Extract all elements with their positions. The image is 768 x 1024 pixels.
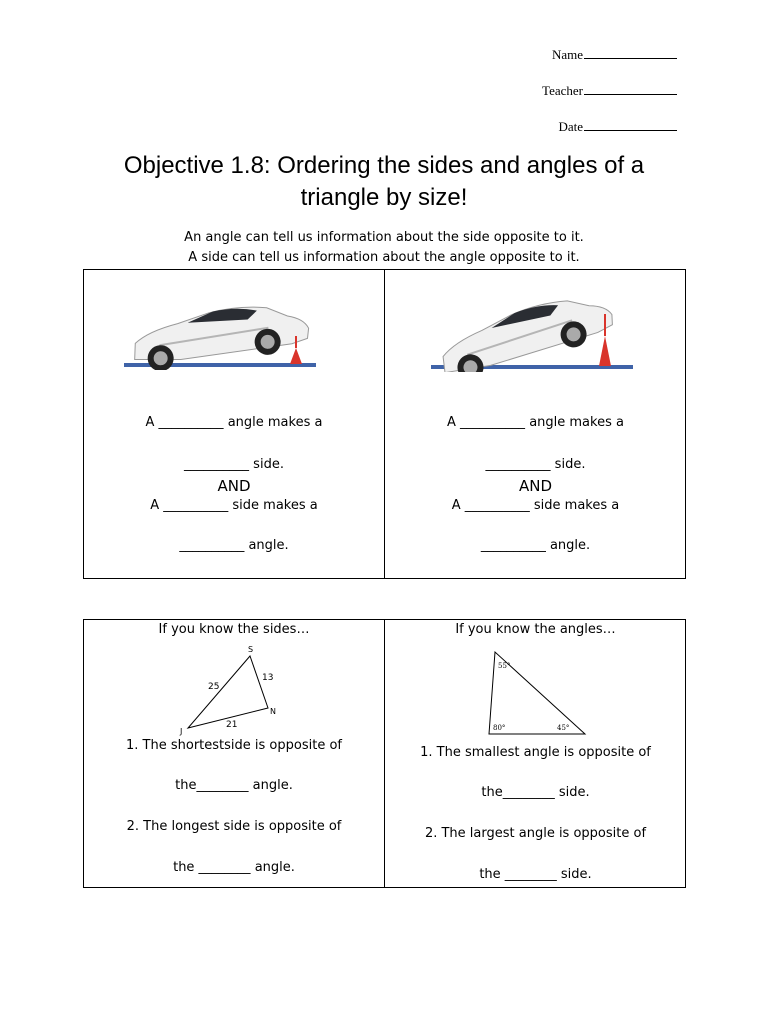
sides-cell (84, 620, 384, 887)
teacher-blank[interactable] (584, 82, 677, 95)
sides-question-2a: 2. The longest side is opposite of (126, 819, 342, 834)
left-statement-4: __________ angle. (179, 538, 289, 553)
angles-question-2b: the ________ side. (479, 867, 592, 882)
left-statement-1: A __________ angle makes a (145, 415, 323, 430)
angles-question-2a: 2. The largest angle is opposite of (424, 826, 647, 841)
right-and: AND (518, 477, 553, 495)
angles-question-1b: the________ side. (481, 785, 590, 800)
left-car-cell (84, 270, 384, 578)
left-and: AND (217, 477, 251, 495)
title-line-2: triangle by size! (300, 184, 468, 211)
name-field[interactable] (552, 46, 677, 63)
date-label: Date (558, 119, 583, 134)
right-car-cell (385, 270, 686, 578)
date-blank[interactable] (584, 118, 677, 131)
angles-cell (385, 620, 686, 887)
right-statement-2: __________ side. (485, 457, 586, 472)
date-field[interactable] (558, 118, 677, 135)
right-statement-1: A __________ angle makes a (447, 415, 624, 430)
left-statement-2: __________ side. (184, 457, 284, 472)
sides-question-1b: the________ angle. (175, 778, 293, 793)
teacher-label: Teacher (542, 83, 583, 98)
angle-55-label: 55° (498, 662, 511, 670)
car-on-tall-jack-image (427, 290, 637, 372)
name-label: Name (551, 47, 583, 62)
sides-question-1a: 1. The shortestside is opposite of (126, 738, 342, 753)
vertex-s-label: S (248, 645, 254, 654)
sides-question-2b: the ________ angle. (173, 860, 295, 875)
side-jn-label: 21 (226, 720, 238, 730)
triangle-angles-diagram (485, 646, 589, 738)
car-comparison-box (83, 269, 686, 579)
angle-80-label: 80° (493, 724, 506, 732)
angle-45-label: 45° (557, 724, 570, 732)
vertex-j-label: J (180, 727, 183, 736)
teacher-field[interactable] (542, 82, 677, 99)
vertex-n-label: N (270, 707, 276, 716)
intro-line-1: An angle can tell us information about the side opposite to it. (184, 230, 584, 245)
right-statement-4: __________ angle. (480, 538, 591, 553)
intro-line-2: A side can tell us information about the angle opposite to it. (188, 250, 580, 265)
name-blank[interactable] (584, 46, 677, 59)
angles-heading: If you know the angles… (455, 622, 616, 637)
triangle-sjn-diagram (174, 644, 284, 736)
angles-question-1a: 1. The smallest angle is opposite of (420, 745, 651, 760)
right-statement-3: A __________ side makes a (451, 498, 620, 513)
sides-heading: If you know the sides… (158, 622, 310, 637)
car-on-small-jack-image (120, 298, 320, 370)
triangle-rules-box (83, 619, 686, 888)
title-line-1: Objective 1.8: Ordering the sides and angles of a (123, 152, 645, 179)
side-sj-label: 25 (208, 682, 220, 692)
side-sn-label: 13 (262, 673, 274, 683)
page-title (0, 150, 768, 214)
left-statement-3: A __________ side makes a (150, 498, 318, 513)
